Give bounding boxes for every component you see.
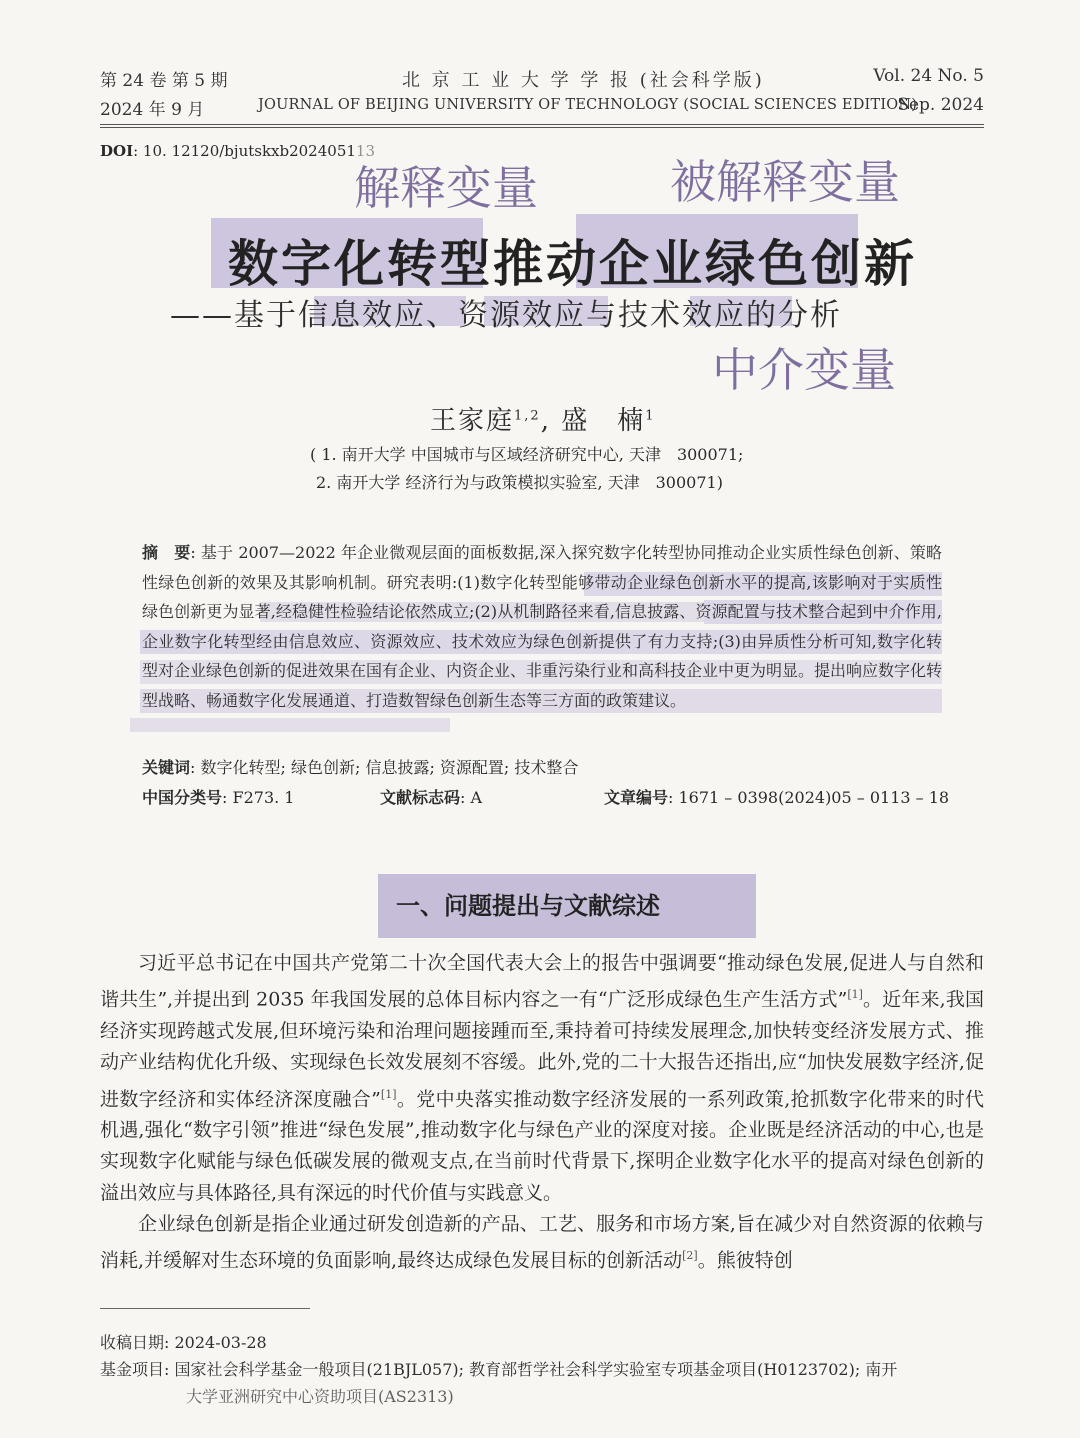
clc-label: 中国分类号 xyxy=(142,788,223,807)
clc-value: : F273. 1 xyxy=(222,788,295,807)
clc-number xyxy=(142,785,294,808)
document-code xyxy=(380,785,482,808)
keywords-label: 关键词 xyxy=(142,758,191,777)
doi-label: DOI xyxy=(100,142,134,160)
issue-number: 第 24 卷 第 5 期 xyxy=(100,71,228,91)
author-1: 王家庭 xyxy=(430,406,515,436)
fund-projects: 基金项目: 国家社会科学基金一般项目(21BJL057); 教育部哲学社会科学实验室专项基金项目(H0123702); 南开 xyxy=(100,1360,898,1379)
paragraph-1-part-a: 习近平总书记在中国共产党第二十次全国代表大会上的报告中强调要“推动绿色发展,促进人与自然和谐共生”,并提出到 2035 年我国发展的总体目标内容之一有“广泛形成绿色生产生活方式” xyxy=(100,952,984,1011)
paper-title: 数字化转型推动企业绿色创新 xyxy=(228,234,917,293)
paragraph-1-part-c: 。党中央落实推动数字经济发展的一系列政策,抢抓数字化带来的时代机遇,强化“数字引领”推进“绿色发展”,推动数字化与绿色产业的深度对接。企业既是经济活动的中心,也是实现数字化赋能与绿色低碳发展的微观支点,在当前时代背景下,探明企业数字化水平的提高对绿色创新的溢出效应与具体路径,具有深远的时代价值与实践意义。 xyxy=(100,1087,985,1204)
header-rule xyxy=(100,124,984,125)
issue-date-cn: 2024 年 9 月 xyxy=(100,100,205,120)
journal-name-en: JOURNAL OF BEIJING UNIVERSITY OF TECHNOLOGY (SOCIAL SCIENCES EDITION) xyxy=(258,97,918,113)
keywords xyxy=(142,755,578,778)
author-separator: , xyxy=(540,406,551,436)
annotation-mediator-variable: 中介变量 xyxy=(712,343,896,397)
fund-projects-cont: 大学亚洲研究中心资助项目(AS2313) xyxy=(186,1387,454,1406)
citation-1b[interactable]: [1] xyxy=(380,1087,397,1101)
annotation-explanatory-variable: 解释变量 xyxy=(354,161,538,215)
journal-name-cn: 北 京 工 业 大 学 学 报 (社会科学版) xyxy=(402,70,765,91)
article-number xyxy=(604,785,949,808)
volume-number: Vol. 24 No. 5 xyxy=(873,66,984,86)
author-2: 盛 楠 xyxy=(561,406,646,436)
doi-value-tail: 13 xyxy=(355,142,375,160)
abstract-label: 摘 要 xyxy=(142,543,191,562)
received-date: 收稿日期: 2024-03-28 xyxy=(100,1333,267,1352)
paragraph-1-part-b: 。近年来,我国经济实现跨越式发展,但环境污染和治理问题接踵而至,秉持着可持续发展理念,加快转变经济发展方式、推动产业结构优化升级、实现绿色长效发展刻不容缓。此外,党的二十大报告还指出,应“加快发展数字经济,促进数字经济和实体经济深度融合” xyxy=(100,988,984,1110)
paragraph-2-part-a: 企业绿色创新是指企业通过研发创造新的产品、工艺、服务和市场方案,旨在减少对自然资源的依赖与消耗,并缓解对生态环境的负面影响,最终达成绿色发展目标的创新活动 xyxy=(100,1213,984,1272)
annotation-explained-variable: 被解释变量 xyxy=(670,155,900,209)
citation-1[interactable]: [1] xyxy=(847,988,863,1002)
abstract xyxy=(142,538,942,715)
author-2-affil: 1 xyxy=(645,408,656,424)
section-heading: 一、问题提出与文献综述 xyxy=(396,892,660,920)
citation-2[interactable]: [2] xyxy=(682,1249,698,1263)
author-list xyxy=(430,400,656,437)
document-code-value: : A xyxy=(460,788,483,807)
affiliation-1: ( 1. 南开大学 中国城市与区域经济研究中心, 天津 300071; xyxy=(310,445,744,464)
article-number-label: 文章编号 xyxy=(604,788,669,807)
keywords-text: : 数字化转型; 绿色创新; 信息披露; 资源配置; 技术整合 xyxy=(190,758,579,777)
abstract-highlight-7 xyxy=(130,718,450,732)
issue-date-en: Sep. 2024 xyxy=(897,95,984,115)
doi-value: : 10. 12120/bjutskxb2024051 xyxy=(133,142,356,160)
author-1-affil: 1,2 xyxy=(514,408,541,424)
header-rule-double xyxy=(100,127,984,128)
paragraph-2-part-b: 。熊彼特创 xyxy=(697,1249,793,1272)
document-code-label: 文献标志码 xyxy=(380,788,461,807)
body-text xyxy=(100,948,984,1277)
article-number-value: : 1671 – 0398(2024)05 – 0113 – 18 xyxy=(668,788,950,807)
paper-subtitle: ——基于信息效应、资源效应与技术效应的分析 xyxy=(170,298,842,333)
doi-line xyxy=(100,142,375,160)
paragraph-1 xyxy=(100,948,984,1209)
paragraph-2 xyxy=(100,1209,984,1277)
affiliation-2: 2. 南开大学 经济行为与政策模拟实验室, 天津 300071) xyxy=(316,473,723,492)
abstract-text: : 基于 2007—2022 年企业微观层面的面板数据,深入探究数字化转型协同推动企业实质性绿色创新、策略性绿色创新的效果及其影响机制。研究表明:(1)数字化转型能够带动企业绿色创新水平的提高,该影响对于实质性绿色创新更为显著,经稳健性检验结论依然成立;(2)从机制路径来看,信息披露、资源配置与技术整合起到中介作用,企业数字化转型经由信息效应、资源效应、技术效应为绿色创新提供了有力支持;(3)由异质性分析可知,数字化转型对企业绿色创新的促进效果在国有企业、内资企业、非重污染行业和高科技企业中更为明显。提出响应数字化转型战略、畅通数字化发展通道、打造数智绿色创新生态等三方面的政策建议。 xyxy=(142,543,943,710)
footnote-separator xyxy=(100,1308,310,1309)
